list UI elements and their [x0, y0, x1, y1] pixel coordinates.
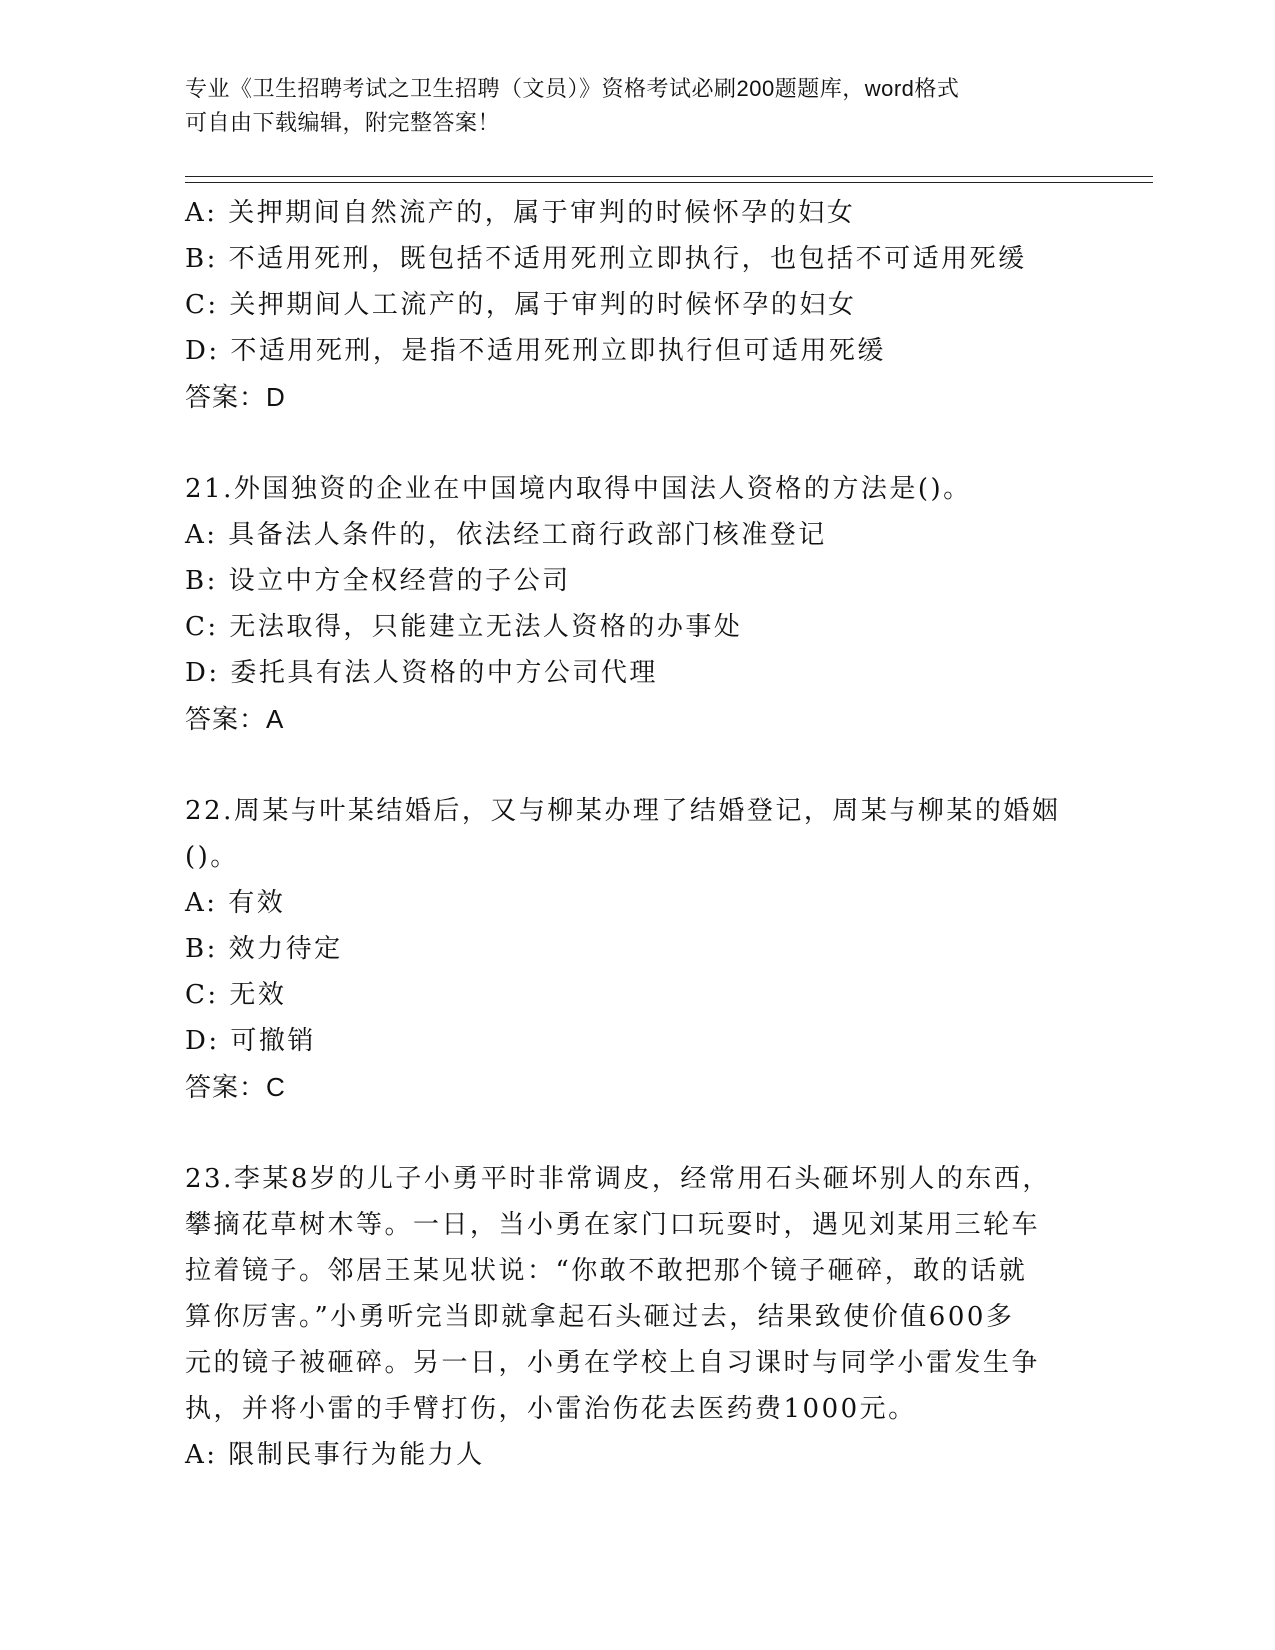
option-d: D: 可撤销 [185, 1026, 316, 1056]
option-a: A: 关押期间自然流产的，属于审判的时候怀孕的妇女 [185, 198, 856, 228]
question-20 [185, 190, 1085, 420]
header-rule-bottom [185, 182, 1153, 183]
answer: 答案：A [185, 704, 285, 734]
question-text: 21.外国独资的企业在中国境内取得中国法人资格的方法是()。 [185, 474, 972, 504]
header-rule-top [185, 176, 1153, 177]
question-text-line-6: 执，并将小雷的手臂打伤，小雷治伤花去医药费1000元。 [185, 1394, 917, 1424]
question-content [185, 190, 1085, 1478]
option-b: B: 效力待定 [185, 934, 343, 964]
question-text-line-1: 22.周某与叶某结婚后，又与柳某办理了结婚登记，周某与柳某的婚姻 [185, 796, 1061, 826]
option-a: A: 限制民事行为能力人 [185, 1440, 485, 1470]
option-a: A: 具备法人条件的，依法经工商行政部门核准登记 [185, 520, 827, 550]
answer: 答案：D [185, 382, 286, 412]
question-text-line-1: 23.李某8岁的儿子小勇平时非常调皮，经常用石头砸坏别人的东西， [185, 1164, 1051, 1194]
option-b: B: 设立中方全权经营的子公司 [185, 566, 571, 596]
option-d: D: 不适用死刑，是指不适用死刑立即执行但可适用死缓 [185, 336, 886, 366]
option-a: A: 有效 [185, 888, 286, 918]
spacer [185, 1110, 1085, 1156]
question-22 [185, 788, 1085, 1110]
option-c: C: 无效 [185, 980, 287, 1010]
question-text-line-4: 算你厉害。”小勇听完当即就拿起石头砸过去，结果致使价值600多 [185, 1302, 1015, 1332]
question-23 [185, 1156, 1085, 1478]
spacer [185, 420, 1085, 466]
question-text-line-2: ()。 [185, 842, 239, 872]
document-header [185, 72, 1065, 140]
question-text-line-3: 拉着镜子。邻居王某见状说：“你敢不敢把那个镜子砸碎，敢的话就 [185, 1256, 1028, 1286]
header-line-1: 专业《卫生招聘考试之卫生招聘（文员）》资格考试必刷200题题库，word格式 [185, 76, 960, 101]
header-line-2: 可自由下载编辑，附完整答案！ [185, 110, 501, 135]
option-c: C: 无法取得，只能建立无法人资格的办事处 [185, 612, 743, 642]
question-text-line-2: 攀摘花草树木等。一日，当小勇在家门口玩耍时，遇见刘某用三轮车 [185, 1210, 1041, 1240]
question-21 [185, 466, 1085, 742]
answer: 答案：C [185, 1072, 286, 1102]
option-b: B: 不适用死刑，既包括不适用死刑立即执行，也包括不可适用死缓 [185, 244, 1027, 274]
option-c: C: 关押期间人工流产的，属于审判的时候怀孕的妇女 [185, 290, 857, 320]
question-text-line-5: 元的镜子被砸碎。另一日，小勇在学校上自习课时与同学小雷发生争 [185, 1348, 1041, 1378]
option-d: D: 委托具有法人资格的中方公司代理 [185, 658, 658, 688]
spacer [185, 742, 1085, 788]
